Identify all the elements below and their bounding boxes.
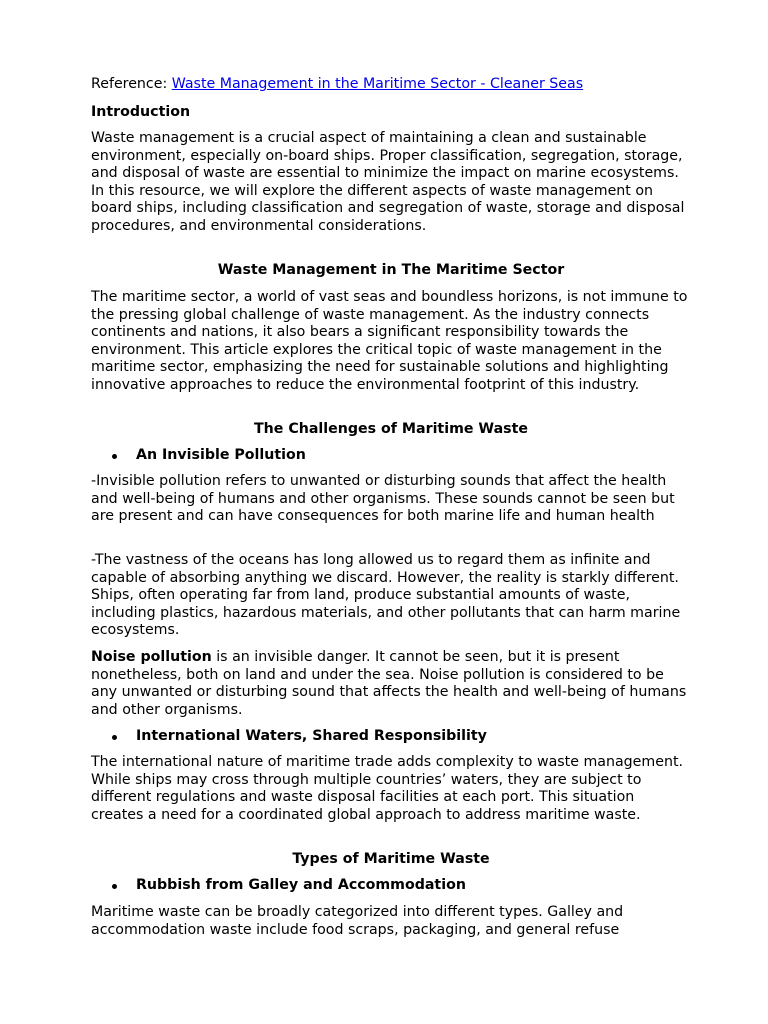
reference-label: Reference: — [91, 76, 172, 92]
sector-heading: Waste Management in The Maritime Sector — [217, 262, 565, 278]
bullet-dot — [112, 884, 117, 889]
invisible-pollution-paragraph: -Invisible pollution refers to unwanted or disturbing sounds that affect the health and well-being of humans and other organisms. These sounds cannot be seen but are present and can have consequences for both marine life and human health — [91, 473, 675, 524]
challenges-heading: The Challenges of Maritime Waste — [253, 421, 528, 437]
noise-pollution-paragraph — [91, 649, 691, 719]
noise-pollution-text: is an invisible danger. It cannot be seen, but it is present nonetheless, both on land and under the sea. Noise pollution is considered to be any unwanted or disturbing sound that affects the health and well-being of humans and other organisms. — [91, 649, 687, 718]
bullet-international-waters — [91, 728, 691, 746]
bullet-label: International Waters, Shared Responsibility — [136, 728, 487, 744]
bullet-dot — [112, 454, 117, 459]
bullet-label: Rubbish from Galley and Accommodation — [136, 877, 466, 893]
bullet-dot — [112, 735, 117, 740]
intro-heading: Introduction — [91, 104, 191, 120]
bullet-label: An Invisible Pollution — [136, 447, 306, 463]
reference-line — [91, 76, 691, 94]
types-heading: Types of Maritime Waste — [292, 851, 490, 867]
bullet-galley-rubbish — [91, 877, 691, 895]
challenges-bullet-list-1 — [91, 447, 691, 465]
oceans-vastness-paragraph: -The vastness of the oceans has long allowed us to regard them as infinite and capable of absorbing anything we discard. However, the reality is starkly different. Ships, often operating far from land, produce substantial amounts of waste, including plastics, hazardous materials, and other pollutants that can harm marine ecosystems. — [91, 552, 681, 638]
challenges-bullet-list-2 — [91, 728, 691, 746]
bullet-invisible-pollution — [91, 447, 691, 465]
sector-paragraph: The maritime sector, a world of vast seas and boundless horizons, is not immune to the pressing global challenge of waste management. As the industry connects continents and nations, it also bears a significant responsibility towards the environment. This article explores the critical topic of waste management in the maritime sector, emphasizing the need for sustainable solutions and highlighting innovative approaches to reduce the environmental footprint of this industry. — [91, 289, 688, 393]
types-bullet-list — [91, 877, 691, 895]
international-waters-paragraph: The international nature of maritime trade adds complexity to waste management. While ships may cross through multiple countries’ waters, they are subject to different regulations and waste disposal facilities at each port. This situation creates a need for a coordinated global approach to address maritime waste. — [91, 754, 684, 823]
reference-link[interactable]: Waste Management in the Maritime Sector - Cleaner Seas — [171, 76, 584, 92]
galley-waste-paragraph: Maritime waste can be broadly categorized into different types. Galley and accommodation waste include food scraps, packaging, and general refuse — [91, 904, 624, 938]
intro-paragraph: Waste management is a crucial aspect of maintaining a clean and sustainable environment, especially on-board ships. Proper classification, segregation, storage, and disposal of waste are essential to minimize the impact on marine ecosystems. In this resource, we will explore the different aspects of waste management on board ships, including classification and segregation of waste, storage and disposal procedures, and environmental considerations. — [91, 130, 685, 234]
noise-pollution-term: Noise pollution — [91, 649, 212, 665]
